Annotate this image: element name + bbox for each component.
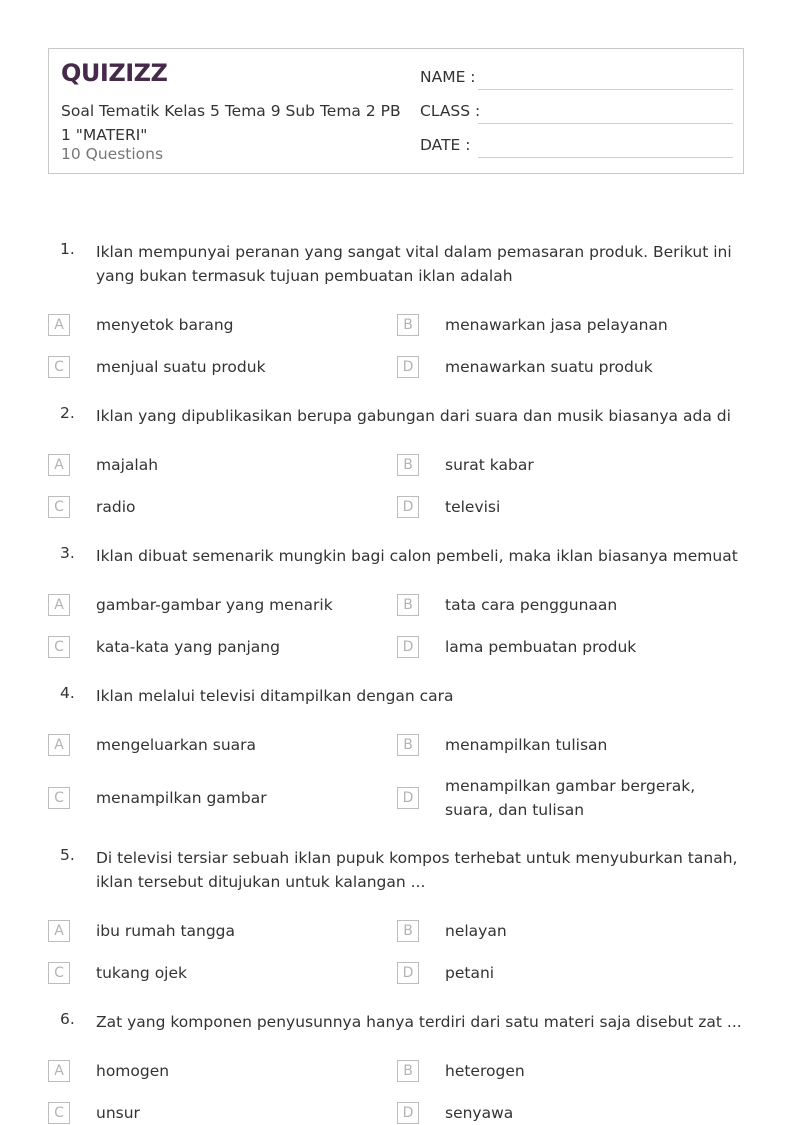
option-text: nelayan: [445, 922, 507, 940]
option-letter-box: A: [48, 454, 70, 476]
option-text: homogen: [96, 1062, 170, 1080]
question-number: 6.: [60, 1010, 75, 1028]
option-text: tukang ojek: [96, 964, 187, 982]
name-line[interactable]: [478, 89, 733, 90]
option-text: menampilkan tulisan: [445, 736, 608, 754]
question-number: 4.: [60, 684, 75, 702]
option-letter-box: D: [397, 1102, 419, 1124]
option-letter-box: D: [397, 962, 419, 984]
option-letter-box: B: [397, 454, 419, 476]
question-text: Iklan melalui televisi ditampilkan dengan cara: [96, 687, 454, 705]
option-letter-box: B: [397, 920, 419, 942]
option-letter-box: B: [397, 734, 419, 756]
option-text: heterogen: [445, 1062, 525, 1080]
option-letter-box: C: [48, 356, 70, 378]
option-letter-box: A: [48, 314, 70, 336]
option-text: gambar-gambar yang menarik: [96, 596, 333, 614]
date-label: DATE :: [420, 136, 471, 154]
question-text: Zat yang komponen penyusunnya hanya terdiri dari satu materi saja disebut zat ...: [96, 1013, 742, 1031]
question-text: Iklan yang dipublikasikan berupa gabungan dari suara dan musik biasanya ada di: [96, 407, 731, 425]
class-label: CLASS :: [420, 102, 481, 120]
option-letter-box: D: [397, 356, 419, 378]
option-text: mengeluarkan suara: [96, 736, 257, 754]
option-letter-box: A: [48, 734, 70, 756]
option-text: menjual suatu produk: [96, 358, 266, 376]
option-letter-box: A: [48, 920, 70, 942]
option-letter-box: C: [48, 496, 70, 518]
option-letter-box: C: [48, 787, 70, 809]
question-count: 10 Questions: [61, 145, 164, 163]
class-line[interactable]: [478, 123, 733, 124]
option-letter-box: A: [48, 1060, 70, 1082]
option-text: menampilkan gambar bergerak, suara, dan tulisan: [445, 777, 696, 819]
option-letter-box: C: [48, 636, 70, 658]
option-letter-box: D: [397, 787, 419, 809]
option-letter-box: B: [397, 594, 419, 616]
option-text: televisi: [445, 498, 501, 516]
option-letter-box: C: [48, 1102, 70, 1124]
quizizz-logo: QUIZIZZ: [61, 59, 168, 87]
option-text: majalah: [96, 456, 159, 474]
worksheet-header: [48, 48, 744, 174]
option-text: senyawa: [445, 1104, 514, 1122]
question-number: 2.: [60, 404, 75, 422]
option-letter-box: D: [397, 636, 419, 658]
question-text: Iklan mempunyai peranan yang sangat vital dalam pemasaran produk. Berikut ini yang bukan termasuk tujuan pembuatan iklan adalah: [96, 243, 732, 285]
option-letter-box: D: [397, 496, 419, 518]
worksheet-title: Soal Tematik Kelas 5 Tema 9 Sub Tema 2 PB 1 "MATERI": [61, 102, 401, 144]
name-label: NAME :: [420, 68, 476, 86]
option-text: menawarkan suatu produk: [445, 358, 653, 376]
question-number: 3.: [60, 544, 75, 562]
option-text: lama pembuatan produk: [445, 638, 637, 656]
option-text: ibu rumah tangga: [96, 922, 236, 940]
option-text: radio: [96, 498, 136, 516]
option-text: menawarkan jasa pelayanan: [445, 316, 668, 334]
option-letter-box: A: [48, 594, 70, 616]
question-text: Di televisi tersiar sebuah iklan pupuk kompos terhebat untuk menyuburkan tanah, iklan tersebut ditujukan untuk kalangan ...: [96, 849, 738, 891]
question-number: 5.: [60, 846, 75, 864]
option-text: tata cara penggunaan: [445, 596, 618, 614]
option-text: petani: [445, 964, 495, 982]
option-text: kata-kata yang panjang: [96, 638, 280, 656]
option-text: surat kabar: [445, 456, 534, 474]
date-line[interactable]: [478, 157, 733, 158]
option-letter-box: B: [397, 314, 419, 336]
option-letter-box: B: [397, 1060, 419, 1082]
question-text: Iklan dibuat semenarik mungkin bagi calon pembeli, maka iklan biasanya memuat: [96, 547, 738, 565]
option-text: menampilkan gambar: [96, 789, 267, 807]
question-number: 1.: [60, 240, 75, 258]
option-text: unsur: [96, 1104, 140, 1122]
option-text: menyetok barang: [96, 316, 234, 334]
option-letter-box: C: [48, 962, 70, 984]
